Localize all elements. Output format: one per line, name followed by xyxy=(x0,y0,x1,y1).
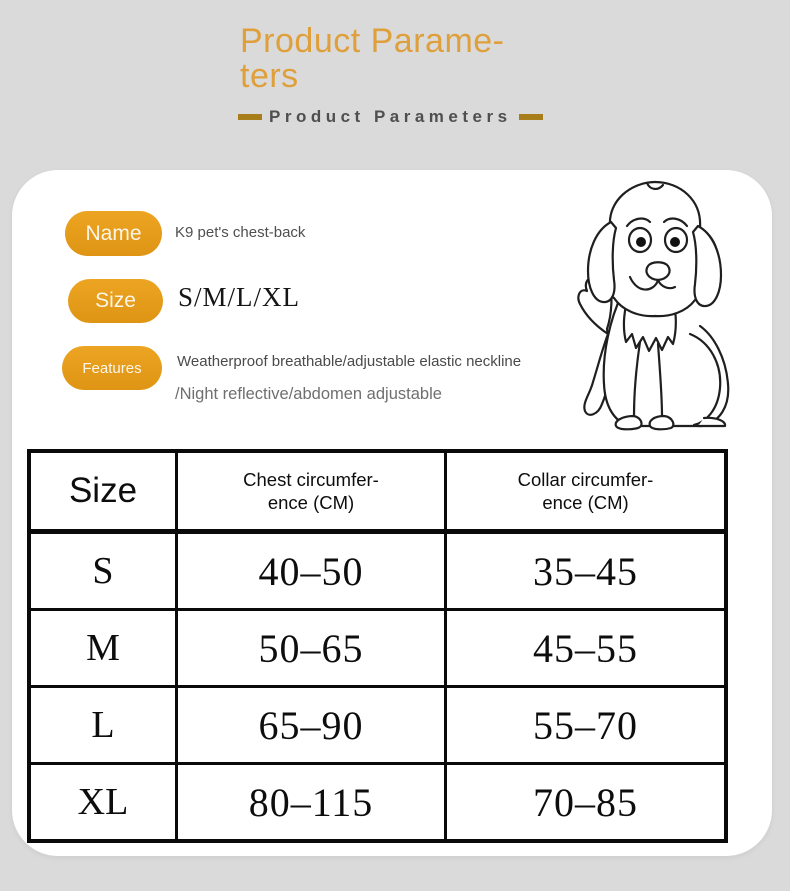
header-collar-circumference xyxy=(446,451,727,532)
size-badge xyxy=(68,279,163,323)
row-m-chest: 50–65 xyxy=(177,610,446,687)
row-m-collar: 45–55 xyxy=(446,610,727,687)
row-s-chest: 40–50 xyxy=(177,532,446,610)
page-title-line1: Product Parame- xyxy=(240,22,505,60)
row-s-collar: 35–45 xyxy=(446,532,727,610)
product-features-line2: /Night reflective/abdomen adjustable xyxy=(175,385,442,403)
row-l-size: L xyxy=(29,687,177,764)
row-m-size: M xyxy=(29,610,177,687)
table-header-row xyxy=(29,451,726,532)
name-badge-label: Name xyxy=(85,221,142,245)
product-info-card xyxy=(12,170,772,856)
section-heading xyxy=(238,107,543,127)
header-size: Size xyxy=(29,451,177,532)
name-badge xyxy=(65,211,162,256)
puppy-illustration xyxy=(552,174,752,440)
header-chest-line1: Chest circumfer- xyxy=(243,469,379,490)
page-title-line2: ters xyxy=(240,57,299,95)
header-collar-line1: Collar circumfer- xyxy=(517,469,654,490)
row-s-size: S xyxy=(29,532,177,610)
product-name-value: K9 pet's chest-back xyxy=(175,224,306,241)
table-row xyxy=(29,764,726,842)
product-features-line1: Weatherproof breathable/adjustable elastic neckline xyxy=(177,353,522,370)
row-xl-chest: 80–115 xyxy=(177,764,446,842)
product-size-value: S/M/L/XL xyxy=(178,282,301,312)
heading-dash-right-icon xyxy=(519,114,543,120)
size-badge-label: Size xyxy=(95,289,136,312)
row-l-collar: 55–70 xyxy=(446,687,727,764)
header-collar-line2: ence (CM) xyxy=(542,492,629,513)
heading-dash-left-icon xyxy=(238,114,262,120)
row-l-chest: 65–90 xyxy=(177,687,446,764)
header-chest-circumference xyxy=(177,451,446,532)
table-row xyxy=(29,687,726,764)
row-xl-size: XL xyxy=(29,764,177,842)
table-row xyxy=(29,532,726,610)
table-row xyxy=(29,610,726,687)
header-chest-line2: ence (CM) xyxy=(267,492,355,513)
size-chart-table xyxy=(27,449,728,843)
features-badge-label: Features xyxy=(82,359,142,377)
row-xl-collar: 70–85 xyxy=(446,764,727,842)
features-badge xyxy=(62,346,162,390)
section-heading-label: Product Parameters xyxy=(269,107,512,126)
page-title xyxy=(240,24,525,94)
